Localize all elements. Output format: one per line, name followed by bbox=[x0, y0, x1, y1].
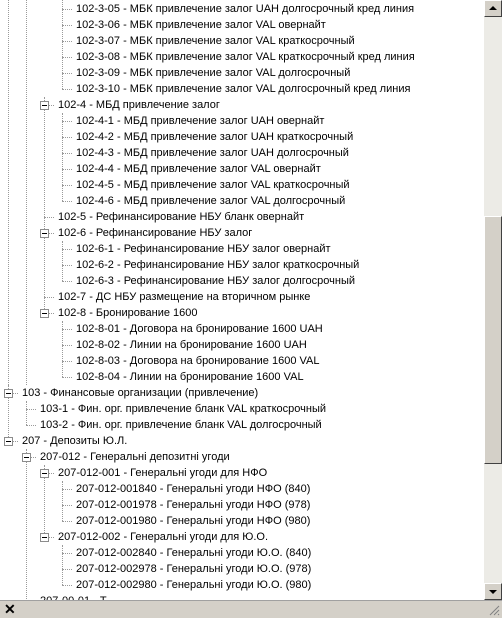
tree-node-expanded[interactable] bbox=[0, 529, 484, 545]
scroll-down-button[interactable] bbox=[484, 583, 502, 600]
collapse-minus-icon[interactable] bbox=[40, 469, 49, 478]
tree-item-label: 102-3-05 - МБК привлечение залог UAH долгосрочный кред линия bbox=[76, 3, 415, 15]
tree-connector bbox=[62, 521, 72, 522]
tree-item[interactable] bbox=[0, 369, 484, 385]
tree-item[interactable] bbox=[0, 337, 484, 353]
tree-item[interactable] bbox=[0, 289, 484, 305]
tree-connector bbox=[62, 265, 72, 266]
tree-connector bbox=[62, 281, 72, 282]
tree-item-label: 103-1 - Фин. орг. привлечение бланк VAL краткосрочный bbox=[40, 403, 326, 415]
tree-item-label: 102-6-3 - Рефинансирование НБУ залог долгосрочный bbox=[76, 275, 356, 287]
tree-node-expanded[interactable] bbox=[0, 465, 484, 481]
tree-item[interactable] bbox=[0, 177, 484, 193]
tree-connector bbox=[62, 249, 72, 250]
tree-connector bbox=[62, 505, 72, 506]
tree-item-label: 102-3-09 - МБК привлечение залог VAL долгосрочный bbox=[76, 67, 351, 79]
tree-item-label: 207 - Депозиты Ю.Л. bbox=[22, 435, 128, 447]
tree-item[interactable] bbox=[0, 209, 484, 225]
scroll-up-button[interactable] bbox=[484, 0, 502, 17]
tree-item-label: 207-012-002840 - Генеральні угоди Ю.О. (840) bbox=[76, 547, 312, 559]
tree-item[interactable] bbox=[0, 561, 484, 577]
tree-node-expanded[interactable] bbox=[0, 385, 484, 401]
tree-item-label: 102-3-06 - МБК привлечение залог VAL овернайт bbox=[76, 19, 326, 31]
tree-connector bbox=[62, 89, 72, 90]
tree-item-label: 102-4-3 - МБД привлечение залог UAH долгосрочный bbox=[76, 147, 349, 159]
tree-item[interactable] bbox=[0, 321, 484, 337]
tree-connector bbox=[62, 489, 72, 490]
tree-item-label: 102-7 - ДС НБУ размещение на вторичном рынке bbox=[58, 291, 311, 303]
tree-item[interactable] bbox=[0, 353, 484, 369]
tree-item[interactable] bbox=[0, 145, 484, 161]
tree-item[interactable] bbox=[0, 513, 484, 529]
tree-item[interactable] bbox=[0, 273, 484, 289]
collapse-minus-icon[interactable] bbox=[4, 437, 13, 446]
collapse-minus-icon[interactable] bbox=[40, 101, 49, 110]
tree-item-label: 102-8-04 - Линии на бронирование 1600 VAL bbox=[76, 371, 304, 383]
tree-connector bbox=[62, 377, 72, 378]
tree-item-label: 102-3-08 - МБК привлечение залог VAL краткосрочный кред линия bbox=[76, 51, 415, 63]
tree-item[interactable] bbox=[0, 241, 484, 257]
tree-item[interactable] bbox=[0, 161, 484, 177]
tree-item[interactable] bbox=[0, 481, 484, 497]
status-bar bbox=[0, 600, 502, 618]
tree-connector bbox=[62, 169, 72, 170]
tree-item-label: 207-012-001980 - Генеральні угоди НФО (980) bbox=[76, 515, 311, 527]
tree-connector bbox=[62, 345, 72, 346]
tree-item[interactable] bbox=[0, 65, 484, 81]
tree-item-label: 102-8-02 - Линии на бронирование 1600 UAH bbox=[76, 339, 307, 351]
tree-connector bbox=[62, 201, 72, 202]
tree-connector bbox=[62, 585, 72, 586]
tree-item[interactable] bbox=[0, 81, 484, 97]
tree-item-label: 103 - Финансовые организации (привлечение) bbox=[22, 387, 259, 399]
tree-item-label: 102-3-07 - МБК привлечение залог VAL краткосрочный bbox=[76, 35, 355, 47]
tree-item[interactable] bbox=[0, 33, 484, 49]
tree-item-label: 207-012-002980 - Генеральні угоди Ю.О. (980) bbox=[76, 579, 312, 591]
arrow-up-icon bbox=[489, 6, 497, 10]
tree-item[interactable] bbox=[0, 49, 484, 65]
tree-item[interactable] bbox=[0, 193, 484, 209]
tree-node-expanded[interactable] bbox=[0, 225, 484, 241]
tree-item-label: 102-6 - Рефинансирование НБУ залог bbox=[58, 227, 253, 239]
tree-item-label: 102-4-2 - МБД привлечение залог UAH краткосрочный bbox=[76, 131, 354, 143]
tree-node-expanded[interactable] bbox=[0, 433, 484, 449]
tree-item-label: 102-6-2 - Рефинансирование НБУ залог краткосрочный bbox=[76, 259, 360, 271]
collapse-minus-icon[interactable] bbox=[40, 309, 49, 318]
tree-item-label: 207-012-001978 - Генеральні угоди НФО (978) bbox=[76, 499, 311, 511]
tree-item-label: 207-012-002978 - Генеральні угоди Ю.О. (978) bbox=[76, 563, 312, 575]
tree-connector bbox=[62, 137, 72, 138]
tree-connector bbox=[62, 9, 72, 10]
tree-item-label: 103-2 - Фин. орг. привлечение бланк VAL долгосрочный bbox=[40, 419, 322, 431]
tree-item-label: 102-4-1 - МБД привлечение залог UAH овернайт bbox=[76, 115, 325, 127]
collapse-minus-icon[interactable] bbox=[4, 389, 13, 398]
tree-connector bbox=[62, 185, 72, 186]
tree-connector bbox=[62, 25, 72, 26]
tree-item-label: 102-3-10 - МБК привлечение залог VAL долгосрочный кред линия bbox=[76, 83, 411, 95]
collapse-minus-icon[interactable] bbox=[40, 229, 49, 238]
scroll-thumb[interactable] bbox=[484, 216, 502, 464]
tree-item-label: 102-6-1 - Рефинансирование НБУ залог овернайт bbox=[76, 243, 331, 255]
tree-item-label: 207-012-001840 - Генеральні угоди НФО (840) bbox=[76, 483, 311, 495]
tree-item-label: 102-4 - МБД привлечение залог bbox=[58, 99, 220, 111]
tree-item[interactable] bbox=[0, 257, 484, 273]
close-icon[interactable]: ✕ bbox=[4, 601, 16, 617]
tree-item-label: 102-4-6 - МБД привлечение залог VAL долгосрочный bbox=[76, 195, 346, 207]
vertical-scrollbar[interactable] bbox=[484, 0, 502, 600]
tree-connector bbox=[62, 57, 72, 58]
tree-connector bbox=[44, 217, 54, 218]
tree-item[interactable] bbox=[0, 497, 484, 513]
tree-item[interactable] bbox=[0, 113, 484, 129]
tree-item-label: 102-8 - Бронирование 1600 bbox=[58, 307, 198, 319]
tree-connector bbox=[44, 297, 54, 298]
tree-connector bbox=[62, 153, 72, 154]
tree-connector bbox=[62, 121, 72, 122]
tree-node-expanded[interactable] bbox=[0, 449, 484, 465]
tree-item-label: 207-012-001 - Генеральні угоди для НФО bbox=[58, 467, 268, 479]
tree-item-label: 207-012 - Генеральні депозитні угоди bbox=[40, 451, 230, 463]
tree-item[interactable] bbox=[0, 401, 484, 417]
tree-item[interactable] bbox=[0, 129, 484, 145]
tree-item-label: 102-5 - Рефинансирование НБУ бланк овернайт bbox=[58, 211, 305, 223]
tree-item-label: 102-8-01 - Договора на бронирование 1600 UAH bbox=[76, 323, 323, 335]
tree-item[interactable] bbox=[0, 417, 484, 433]
tree-connector bbox=[62, 73, 72, 74]
collapse-minus-icon[interactable] bbox=[22, 453, 31, 462]
tree-item-label: 102-4-4 - МБД привлечение залог VAL овернайт bbox=[76, 163, 321, 175]
tree-item[interactable] bbox=[0, 1, 484, 17]
tree-connector bbox=[62, 569, 72, 570]
tree-item-label: 102-8-03 - Договора на бронирование 1600 VAL bbox=[76, 355, 320, 367]
tree-connector bbox=[26, 425, 36, 426]
tree-node-expanded[interactable] bbox=[0, 305, 484, 321]
tree-connector bbox=[26, 409, 36, 410]
tree-connector bbox=[62, 553, 72, 554]
arrow-down-icon bbox=[489, 590, 497, 594]
tree-item-label: 102-4-5 - МБД привлечение залог VAL краткосрочный bbox=[76, 179, 350, 191]
tree-connector bbox=[62, 41, 72, 42]
tree-node-expanded[interactable] bbox=[0, 97, 484, 113]
tree-connector bbox=[62, 361, 72, 362]
tree-item[interactable] bbox=[0, 545, 484, 561]
tree-item-label: 207-012-002 - Генеральні угоди для Ю.О. bbox=[58, 531, 269, 543]
resize-grip-icon[interactable] bbox=[488, 604, 500, 616]
collapse-minus-icon[interactable] bbox=[40, 533, 49, 542]
tree-item[interactable] bbox=[0, 17, 484, 33]
tree-item[interactable] bbox=[0, 577, 484, 593]
tree-connector bbox=[62, 329, 72, 330]
